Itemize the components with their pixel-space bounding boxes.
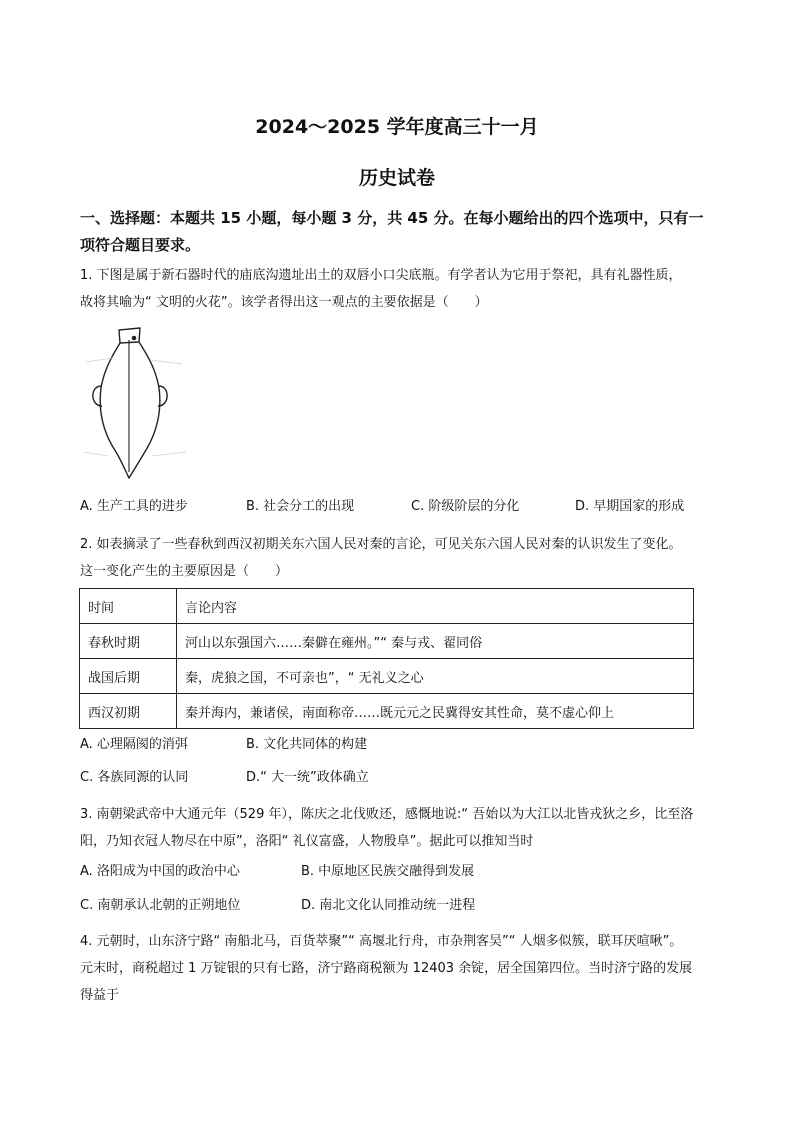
- q2-option-d: D.“ 大一统”政体确立: [246, 770, 369, 785]
- q2-option-c: C. 各族同源的认同: [80, 770, 189, 785]
- q1-option-d: D. 早期国家的形成: [575, 499, 685, 514]
- stem-line: 阳，乃知衣冠人物尽在中原”，洛阳“ 礼仪富盛，人物殷阜”。据此可以推知当时: [80, 834, 534, 849]
- table-header-cell: 言论内容: [177, 589, 694, 624]
- stem-line: 故将其喻为“ 文明的火花”。该学者得出这一观点的主要依据是（ ）: [80, 295, 488, 310]
- table-row: [80, 694, 694, 729]
- stem-line: 得益于: [80, 988, 120, 1003]
- section-heading-line: 项符合题目要求。: [80, 236, 201, 254]
- stem-line: 这一变化产生的主要原因是（ ）: [80, 564, 289, 579]
- pottery-vase-drawing: [82, 322, 192, 482]
- table-cell: 秦并海内，兼诸侯，南面称帝……既元元之民冀得安其性命，莫不虚心仰上: [177, 694, 694, 729]
- table-cell: 战国后期: [80, 659, 177, 694]
- q3-option-a: A. 洛阳成为中国的政治中心: [80, 864, 240, 879]
- q2-option-b: B. 文化共同体的构建: [246, 737, 368, 752]
- section-heading: [80, 205, 720, 259]
- table-row: [80, 659, 694, 694]
- table-row: [80, 624, 694, 659]
- q3-option-d: D. 南北文化认同推动统一进程: [301, 898, 476, 913]
- stem-line: 2. 如表摘录了一些春秋到西汉初期关东六国人民对秦的言论，可见关东六国人民对秦的认识发生了变化。: [80, 537, 682, 552]
- stem-line: 4. 元朝时，山东济宁路“ 南船北马，百货萃聚”“ 高堰北行舟，市杂荆客吴”“ 人烟多似簇，联耳厌喧啾”。: [80, 934, 683, 949]
- stem-line: 元末时，商税超过 1 万锭银的只有七路，济宁路商税额为 12403 余锭，居全国第四位。当时济宁路的发展: [80, 961, 693, 976]
- question-3-stem: [80, 801, 730, 855]
- q1-option-b: B. 社会分工的出现: [246, 499, 355, 514]
- exam-subtitle: 历史试卷: [358, 167, 435, 189]
- table-cell: 春秋时期: [80, 624, 177, 659]
- quotes-table: [79, 588, 694, 729]
- question-4-stem: [80, 928, 730, 1009]
- table-header-row: [80, 589, 694, 624]
- stem-line: 1. 下图是属于新石器时代的庙底沟遗址出土的双唇小口尖底瓶。有学者认为它用于祭祀，具有礼器性质，: [80, 268, 682, 283]
- q2-option-a: A. 心理隔阂的消弭: [80, 737, 188, 752]
- q1-option-a: A. 生产工具的进步: [80, 499, 188, 514]
- table-cell: 西汉初期: [80, 694, 177, 729]
- table-cell: 河山以东强国六……秦僻在雍州。”“ 秦与戎、翟同俗: [177, 624, 694, 659]
- exam-title: 2024～2025 学年度高三十一月: [255, 116, 539, 138]
- section-heading-line: 一、选择题：本题共 15 小题，每小题 3 分，共 45 分。在每小题给出的四个选项中，只有一: [80, 209, 704, 227]
- q3-option-c: C. 南朝承认北朝的正朔地位: [80, 898, 241, 913]
- question-1-stem: [80, 262, 730, 316]
- table-cell: 秦，虎狼之国，不可亲也”，“ 无礼义之心: [177, 659, 694, 694]
- question-2-stem: [80, 531, 730, 585]
- stem-line: 3. 南朝梁武帝中大通元年（529 年），陈庆之北伐败还，感慨地说:“ 吾始以为大江以北皆戎狄之乡，比至洛: [80, 807, 694, 822]
- table-header-cell: 时间: [80, 589, 177, 624]
- q1-option-c: C. 阶级阶层的分化: [411, 499, 520, 514]
- q3-option-b: B. 中原地区民族交融得到发展: [301, 864, 475, 879]
